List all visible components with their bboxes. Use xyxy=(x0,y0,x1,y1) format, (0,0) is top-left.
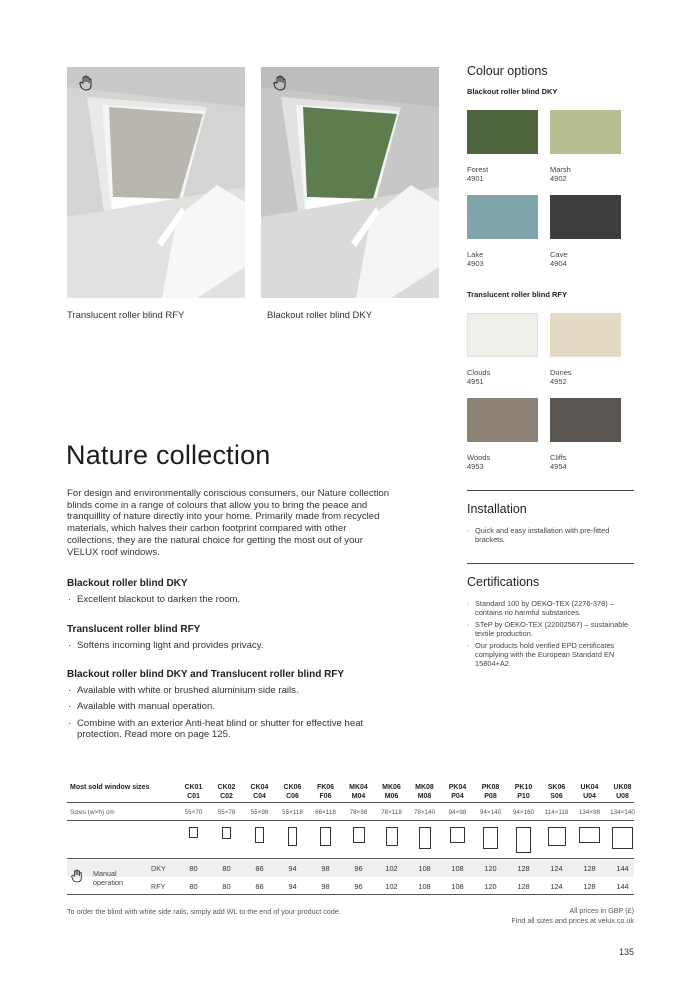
price-cell-rfy: 144 xyxy=(616,882,629,891)
price-cell-rfy: 108 xyxy=(418,882,431,891)
size-code-alt: S06 xyxy=(550,793,563,800)
bullet: · Quick and easy installation with pre-fitted brackets. xyxy=(467,526,634,544)
column-header xyxy=(474,783,507,801)
footnote: To order the blind with white side rails, simply add WL to the end of your product code. xyxy=(67,907,341,916)
bullet: · Excellent blackout to darken the room. xyxy=(67,594,397,606)
manual-hand-icon xyxy=(273,75,287,91)
size-code: FK06 xyxy=(316,784,335,791)
size-code-alt: M08 xyxy=(417,793,432,800)
colour-options-title: Colour options xyxy=(467,64,548,78)
bullet: · Available with manual operation. xyxy=(67,701,397,713)
price-cell-rfy: 98 xyxy=(321,882,330,891)
size-code-alt: C04 xyxy=(253,793,266,800)
bullet: · Available with white or brushed aluminium side rails. xyxy=(67,685,397,697)
size-dimensions: 134×98 xyxy=(578,809,601,816)
sizes-label: Sizes (w×h) cm xyxy=(70,809,115,816)
price-cell-rfy: 80 xyxy=(222,882,231,891)
section-translucent xyxy=(67,624,397,656)
price-cell-dky: 96 xyxy=(354,864,363,873)
size-code: MK08 xyxy=(415,784,434,791)
price-cell-dky: 128 xyxy=(517,864,530,873)
column-header xyxy=(507,783,540,801)
column-header xyxy=(375,783,408,801)
swatch-forest xyxy=(467,110,538,154)
swatch-name: Cave xyxy=(550,250,568,259)
swatch-code: 4954 xyxy=(550,462,567,471)
swatch-name: Cliffs xyxy=(550,453,567,462)
swatch-label xyxy=(550,368,572,386)
section-both xyxy=(67,669,397,746)
price-cell-dky: 94 xyxy=(288,864,297,873)
price-cell-rfy: 108 xyxy=(451,882,464,891)
column-header xyxy=(441,783,474,801)
swatch-name: Clouds xyxy=(467,368,491,377)
prices-link: Find all sizes and prices at velux.co.uk xyxy=(511,916,634,925)
price-cell-rfy: 128 xyxy=(583,882,596,891)
price-cell-dky: 80 xyxy=(189,864,198,873)
swatch-group-title: Blackout roller blind DKY xyxy=(467,87,558,96)
size-code: PK08 xyxy=(481,784,500,791)
size-dimensions: 55×118 xyxy=(282,809,303,816)
size-code: CK01 xyxy=(184,784,203,791)
window-size-outline xyxy=(450,827,465,843)
section-heading: Translucent roller blind RFY xyxy=(67,624,201,635)
size-dimensions: 134×140 xyxy=(610,809,635,816)
price-cell-rfy: 80 xyxy=(189,882,198,891)
swatch-name: Lake xyxy=(467,250,484,259)
size-code: UK08 xyxy=(613,784,632,791)
swatch-label xyxy=(467,368,490,386)
price-cell-dky: 108 xyxy=(451,864,464,873)
size-code: MK06 xyxy=(382,784,401,791)
size-code: UK04 xyxy=(580,784,599,791)
size-dimensions: 94×98 xyxy=(448,809,467,816)
size-code-alt: P04 xyxy=(451,793,464,800)
price-cell-dky: 144 xyxy=(616,864,629,873)
swatch-code: 4901 xyxy=(467,174,484,183)
price-cell-rfy: 124 xyxy=(550,882,563,891)
window-size-outline xyxy=(386,827,398,846)
table-rule xyxy=(67,802,634,803)
bullet: · Our products hold verified EPD certificates complying with the European Standard EN 15804+A2. xyxy=(467,641,634,668)
window-size-outline xyxy=(288,827,297,846)
swatch-group-title: Translucent roller blind RFY xyxy=(467,290,568,299)
size-code-alt: F06 xyxy=(319,793,332,800)
swatch-name: Marsh xyxy=(550,165,571,174)
window-size-outline xyxy=(255,827,264,843)
swatch-cliffs xyxy=(550,398,621,442)
size-dimensions: 78×118 xyxy=(381,809,402,816)
window-size-outline xyxy=(189,827,198,838)
row-label-dky: DKY xyxy=(151,864,166,873)
bullet: · Softens incoming light and provides privacy. xyxy=(67,640,397,652)
price-cell-rfy: 120 xyxy=(484,882,497,891)
swatch-label xyxy=(550,165,571,183)
swatch-code: 4902 xyxy=(550,174,567,183)
window-size-outline xyxy=(419,827,431,849)
window-size-outline xyxy=(516,827,531,853)
installation-title: Installation xyxy=(467,502,527,516)
window-size-outline xyxy=(548,827,566,846)
size-code-alt: P10 xyxy=(517,793,530,800)
page-number: 135 xyxy=(618,947,634,957)
photo-translucent-blind xyxy=(67,67,245,298)
bullet: · STeP by OEKO-TEX (22002567) – sustainable textile production. xyxy=(467,620,634,638)
size-dimensions: 114×118 xyxy=(544,809,569,816)
swatch-woods xyxy=(467,398,538,442)
price-cell-rfy: 128 xyxy=(517,882,530,891)
price-cell-rfy: 96 xyxy=(354,882,363,891)
swatch-code: 4904 xyxy=(550,259,567,268)
size-code-alt: M04 xyxy=(351,793,366,800)
bullet: · Combine with an exterior Anti-heat blind or shutter for effective heat protection. Read more on page 125. xyxy=(67,718,397,742)
column-header xyxy=(177,783,210,801)
size-code: MK04 xyxy=(349,784,368,791)
swatch-lake xyxy=(467,195,538,239)
table-rule xyxy=(67,858,634,859)
section-heading: Blackout roller blind DKY and Translucent roller blind RFY xyxy=(67,669,345,680)
photo-caption: Blackout roller blind DKY xyxy=(267,310,373,321)
swatch-code: 4951 xyxy=(467,377,484,386)
photo-caption: Translucent roller blind RFY xyxy=(67,310,185,321)
price-cell-rfy: 86 xyxy=(255,882,264,891)
column-header xyxy=(573,783,606,801)
swatch-code: 4903 xyxy=(467,259,484,268)
size-code: PK10 xyxy=(514,784,533,791)
table-header-label: Most sold window sizes xyxy=(70,784,150,791)
installation-list xyxy=(467,526,634,547)
price-info xyxy=(511,906,634,926)
price-cell-dky: 86 xyxy=(255,864,264,873)
size-dimensions: 55×70 xyxy=(184,809,203,816)
price-cell-dky: 102 xyxy=(385,864,398,873)
swatch-label xyxy=(467,250,484,268)
window-size-outline xyxy=(483,827,498,849)
size-code: CK02 xyxy=(217,784,236,791)
divider xyxy=(467,490,634,491)
window-size-outline xyxy=(612,827,633,849)
column-header xyxy=(606,783,639,801)
size-dimensions: 66×118 xyxy=(315,809,336,816)
swatch-name: Dunes xyxy=(550,368,572,377)
divider xyxy=(467,563,634,564)
swatch-marsh xyxy=(550,110,621,154)
price-cell-dky: 98 xyxy=(321,864,330,873)
price-cell-dky: 80 xyxy=(222,864,231,873)
size-code: PK04 xyxy=(448,784,467,791)
column-header xyxy=(243,783,276,801)
price-cell-rfy: 94 xyxy=(288,882,297,891)
window-size-outline xyxy=(222,827,231,839)
manual-operation-icon xyxy=(71,869,83,883)
certifications-list xyxy=(467,599,634,671)
swatch-code: 4953 xyxy=(467,462,484,471)
page-title: Nature collection xyxy=(66,440,271,470)
table-rule xyxy=(67,894,634,895)
swatch-code: 4952 xyxy=(550,377,567,386)
swatch-label xyxy=(467,453,490,471)
price-cell-dky: 108 xyxy=(418,864,431,873)
section-heading: Blackout roller blind DKY xyxy=(67,578,188,589)
column-header xyxy=(408,783,441,801)
manual-operation-label: Manual operation xyxy=(93,869,123,887)
price-cell-dky: 124 xyxy=(550,864,563,873)
window-size-outline xyxy=(579,827,600,843)
column-header xyxy=(276,783,309,801)
size-dimensions: 78×98 xyxy=(349,809,368,816)
swatch-name: Woods xyxy=(467,453,491,462)
certifications-title: Certifications xyxy=(467,575,540,589)
size-code: CK06 xyxy=(283,784,302,791)
column-header xyxy=(342,783,375,801)
size-dimensions: 55×98 xyxy=(250,809,269,816)
swatch-clouds xyxy=(467,313,538,357)
size-code-alt: C01 xyxy=(187,793,200,800)
price-cell-rfy: 102 xyxy=(385,882,398,891)
size-code-alt: C06 xyxy=(286,793,299,800)
swatch-label xyxy=(550,453,567,471)
swatch-label xyxy=(467,165,488,183)
size-dimensions: 55×78 xyxy=(217,809,236,816)
section-blackout xyxy=(67,578,397,610)
size-code-alt: C02 xyxy=(220,793,233,800)
column-header xyxy=(309,783,342,801)
size-code: CK04 xyxy=(250,784,269,791)
size-dimensions: 78×140 xyxy=(413,809,436,816)
prices-currency: All prices in GBP (£) xyxy=(569,906,634,915)
table-rule xyxy=(67,820,634,821)
column-header xyxy=(210,783,243,801)
size-code-alt: M06 xyxy=(384,793,399,800)
swatch-name: Forest xyxy=(467,165,489,174)
price-cell-dky: 120 xyxy=(484,864,497,873)
size-code-alt: P08 xyxy=(484,793,497,800)
size-dimensions: 94×160 xyxy=(512,809,535,816)
swatch-cave xyxy=(550,195,621,239)
manual-hand-icon xyxy=(79,75,93,91)
window-size-outline xyxy=(320,827,331,846)
size-code-alt: U04 xyxy=(583,793,596,800)
row-label-rfy: RFY xyxy=(151,882,166,891)
bullet: · Standard 100 by OEKO-TEX (2276-378) – contains no harmful substances. xyxy=(467,599,634,617)
swatch-label xyxy=(550,250,568,268)
size-dimensions: 94×140 xyxy=(479,809,502,816)
window-size-outline xyxy=(353,827,365,843)
price-cell-dky: 128 xyxy=(583,864,596,873)
intro-paragraph: For design and environmentally conscious consumers, our Nature collection blinds come in a range of colours that allow you to bring the peace and tranquillity of nature directly into your home. Primarily made from recycled materials, which halves their carbon footprint compared with other collections, they are the natural choice for getting the most out of your VELUX roof windows. xyxy=(67,488,390,558)
size-code: SK06 xyxy=(547,784,566,791)
column-header xyxy=(540,783,573,801)
photo-blackout-blind xyxy=(261,67,439,298)
swatch-dunes xyxy=(550,313,621,357)
size-code-alt: U08 xyxy=(616,793,629,800)
